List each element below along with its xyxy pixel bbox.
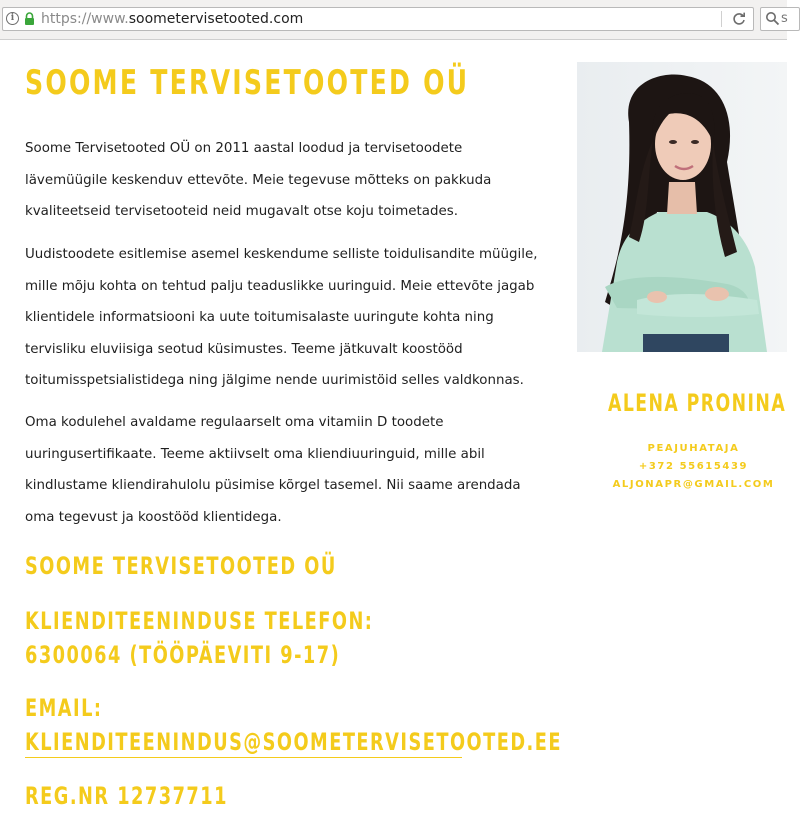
portrait-illustration — [577, 62, 787, 352]
person-phone[interactable]: +372 55615439 — [638, 461, 749, 472]
phone-value: 6300064 (TÖÖPÄEVITI 9-17) — [25, 641, 341, 669]
url-scheme: https://www. — [41, 11, 129, 27]
info-icon[interactable]: i — [6, 12, 19, 25]
person-name: ALENA PRONINA — [608, 389, 787, 417]
phone-label: KLIENDITEENINDUSE TELEFON: — [25, 607, 374, 635]
company-name: SOOME TERVISETOOTED OÜ — [25, 552, 337, 580]
page-title: SOOME TERVISETOOTED OÜ — [25, 63, 470, 103]
url-divider — [721, 11, 722, 27]
intro-paragraph-3: Oma kodulehel avaldame regulaarselt oma vitamiin D toodete uuringusertifikaate. Teeme aktiivselt oma kliendiuuringuid, mille abil kindlustame kliendirahulolu püsimise kõrgel tasemel. Nii saame arendada oma tegevust ja koostööd klientidega. — [25, 415, 521, 525]
intro-paragraph-1: Soome Tervisetooted OÜ on 2011 aastal loodud ja tervisetoodete lävemüügile keskenduv ettevõte. Meie tegevuse mõtteks on pakkuda kvaliteetseid tervisetooteid neid mugavalt otse koju toimetades. — [25, 141, 492, 219]
search-box[interactable] — [760, 7, 800, 31]
intro-paragraph-2: Uudistoodete esitlemise asemel keskendume selliste toidulisandite müügile, mille mõju kohta on tehtud palju teaduslikke uuringuid. Meie ettevõte jagab klientidele informatsiooni ka uute toitumisalaste uuringute kohta ning tervisliku eluviisiga seotud küsimustes. Teeme jätkuvalt koostööd toitumisspetsialistidega ning jälgime nende uurimistöid selles valdkonnas. — [25, 247, 538, 388]
email-link-underline — [25, 757, 462, 758]
email-label: EMAIL: — [25, 694, 103, 722]
email-link[interactable]: KLIENDITEENINDUS@SOOMETERVISETOOTED.EE — [25, 728, 563, 756]
address-bar[interactable] — [2, 7, 754, 31]
reload-icon[interactable] — [731, 11, 747, 27]
url-text[interactable] — [41, 11, 303, 27]
lock-icon — [24, 12, 35, 26]
search-icon — [765, 11, 780, 26]
registration-number: REG.NR 12737711 — [25, 782, 228, 810]
person-photo — [577, 62, 787, 352]
url-host: soometervisetooted.com — [128, 11, 304, 27]
person-role: PEAJUHATAJA — [647, 443, 740, 454]
browser-toolbar — [0, 0, 787, 40]
person-email[interactable]: ALJONAPR@GMAIL.COM — [612, 479, 775, 490]
search-input-text: s — [781, 11, 788, 26]
